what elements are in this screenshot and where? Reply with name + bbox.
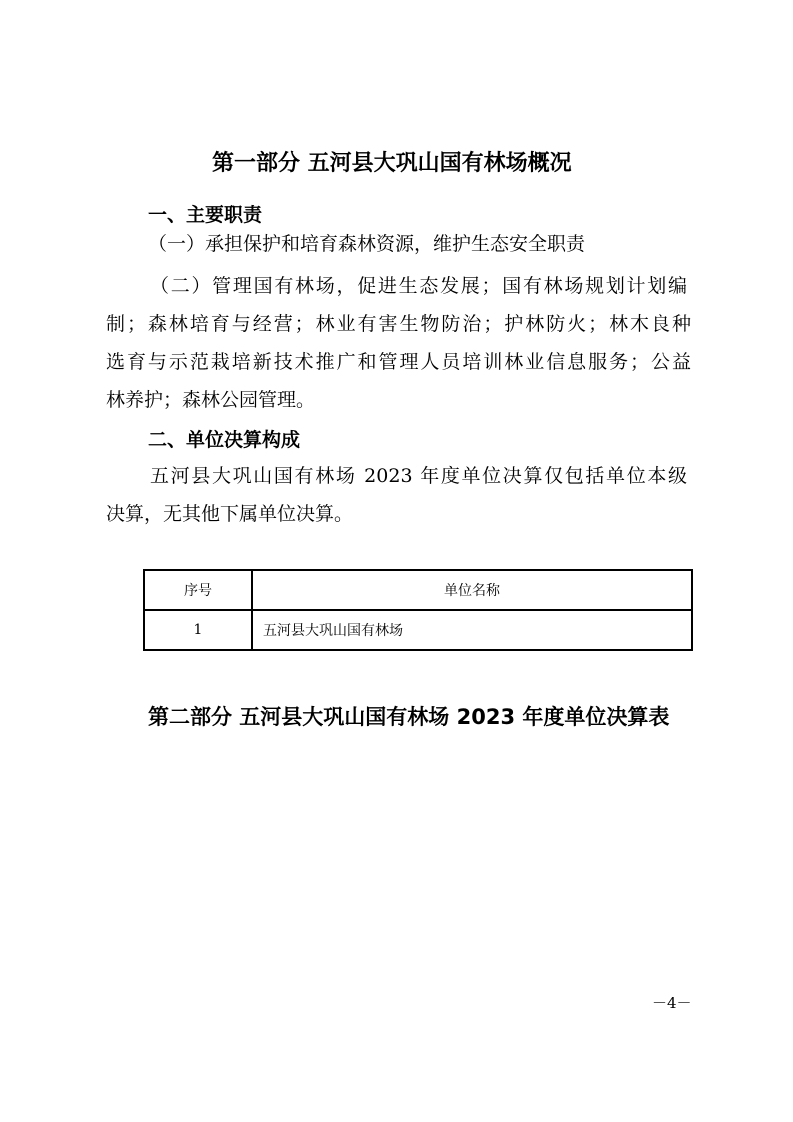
row-serial-number: 1: [144, 610, 252, 650]
duty-item-1: （一）承担保护和培育森林资源，维护生态安全职责: [148, 233, 586, 255]
page-number: －4－: [652, 994, 692, 1012]
row-unit-name: 五河县大巩山国有林场: [252, 610, 692, 650]
section1-heading: 一、主要职责: [148, 204, 263, 226]
part1-title: 第一部分 五河县大巩山国有林场概况: [212, 151, 572, 176]
table-header-row: [144, 570, 692, 610]
duty-item-2-line-4: 林养护；森林公园管理。: [106, 389, 316, 411]
duty-item-2-line-1: （二）管理国有林场，促进生态发展；国有林场规划计划编: [150, 275, 687, 297]
part2-title: 第二部分 五河县大巩山国有林场 2023 年度单位决算表: [148, 705, 670, 729]
duty-item-2-line-3: 选育与示范栽培新技术推广和管理人员培训林业信息服务；公益: [106, 351, 691, 373]
composition-line-2: 决算，无其他下属单位决算。: [106, 503, 354, 525]
duty-item-2-line-2: 制；森林培育与经营；林业有害生物防治；护林防火；林木良种: [106, 313, 691, 335]
section2-heading: 二、单位决算构成: [148, 429, 301, 451]
composition-line-1: 五河县大巩山国有林场 2023 年度单位决算仅包括单位本级: [150, 465, 687, 487]
table-row: [144, 610, 692, 650]
unit-table: [143, 569, 693, 651]
header-serial-number: 序号: [144, 570, 252, 610]
header-unit-name: 单位名称: [252, 570, 692, 610]
